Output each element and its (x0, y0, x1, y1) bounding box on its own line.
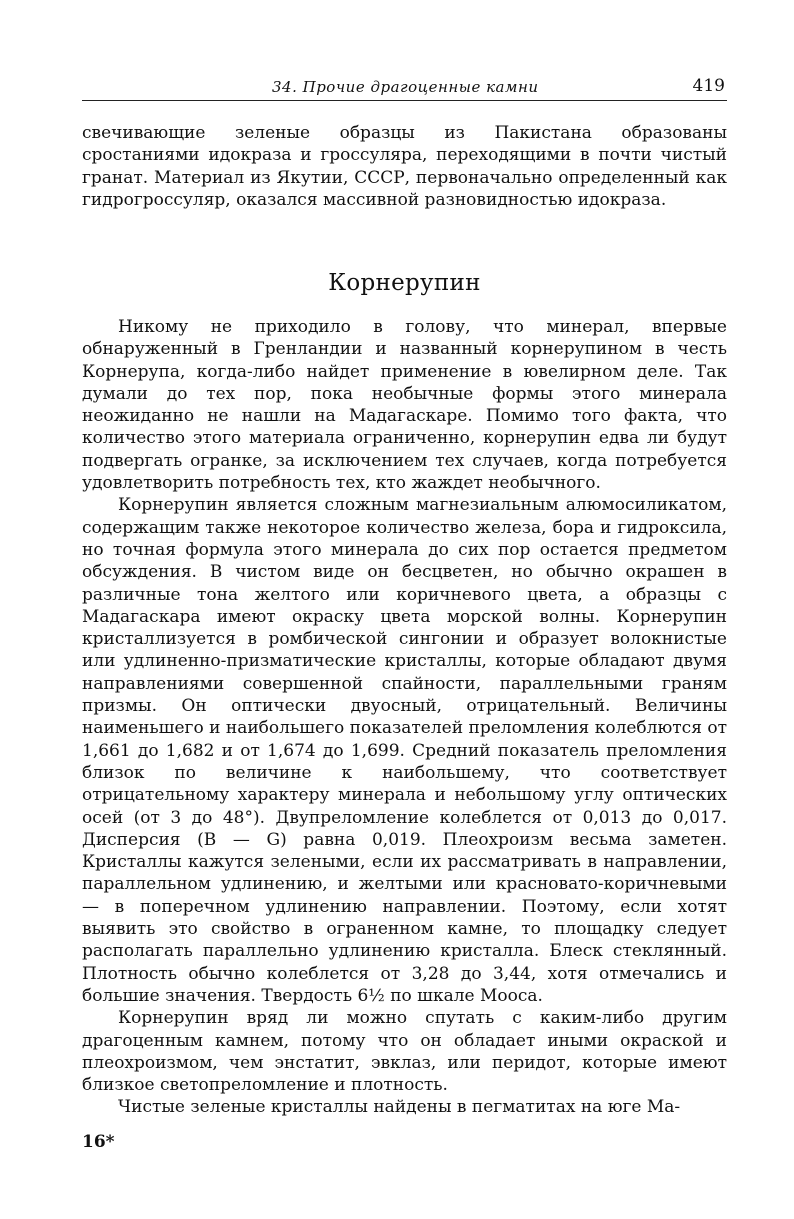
signature-mark: 16* (82, 1132, 115, 1152)
body-paragraph-1: Никому не приходило в голову, что минерал, впервые обнаруженный в Гренландии и названный корнерупином в честь Корнерупа, когда-либо найдет применение в ювелирном деле. Так думали до тех пор, пока необычные формы этого минерала неожиданно не нашли на Мадагаскаре. Помимо того факта, что количество этого материала ограниченно, корнерупин едва ли будут подвергать огранке, за исключением тех случаев, когда потребуется удовлетворить потребность тех, кто жаждет необычного. (82, 317, 727, 494)
intro-paragraph: свечивающие зеленые образцы из Пакистана образованы сростаниями идокраза и гроссуляра, переходящими в почти чистый гранат. Материал из Якутии, СССР, первоначально определенный как гидрогроссуляр, оказался массивной разновидностью идокраза. (82, 123, 727, 210)
intro-text (82, 122, 727, 211)
body-paragraph-4: Чистые зеленые кристаллы найдены в пегматитах на юге Ма- (118, 1097, 681, 1118)
body-paragraph-3: Корнерупин вряд ли можно спутать с каким-либо другим драгоценным камнем, потому что он обладает иными окраской и плеохроизмом, чем энстатит, эвклаз, или перидот, которые имеют близкое светопреломление и плотность. (82, 1008, 727, 1096)
section-body (82, 316, 727, 1119)
page-number: 419 (692, 76, 725, 96)
running-title: 34. Прочие драгоценные камни (272, 78, 539, 96)
section-title: Корнерупин (328, 270, 481, 296)
running-header (82, 76, 727, 101)
body-paragraph-2: Корнерупин является сложным магнезиальным алюмосиликатом, содержащим также некоторое количество железа, бора и гидроксила, но точная формула этого минерала до сих пор остается предметом обсуждения. В чистом виде он бесцветен, но обычно окрашен в различные тона желтого или коричневого цвета, а образцы с Мадагаскара имеют окраску цвета морской волны. Корнерупин кристаллизуется в ромбической сингонии и образует волокнистые или удлиненно-призматические кристаллы, которые обладают двумя направлениями совершенной спайности, параллельными граням призмы. Он оптически двуосный, отрицательный. Величины наименьшего и наибольшего показателей преломления колеблются от 1,661 до 1,682 и от 1,674 до 1,699. Средний показатель преломления близок по величине к наибольшему, что соответствует отрицательному характеру минерала и небольшому углу оптических осей (от 3 до 48°). Двупреломление колеблется от 0,013 до 0,017. Дисперсия (B — G) равна 0,019. Плеохроизм весьма заметен. Кристаллы кажутся зелеными, если их рассматривать в направлении, параллельном удлинению, и желтыми или красновато-коричневыми — в поперечном удлинению направлении. Поэтому, если хотят выявить это свойство в ограненном камне, то площадку следует располагать параллельно удлинению кристалла. Блеск стеклянный. Плотность обычно колеблется от 3,28 до 3,44, хотя отмечались и большие значения. Твердость 6½ по шкале Мооса. (82, 495, 727, 1006)
